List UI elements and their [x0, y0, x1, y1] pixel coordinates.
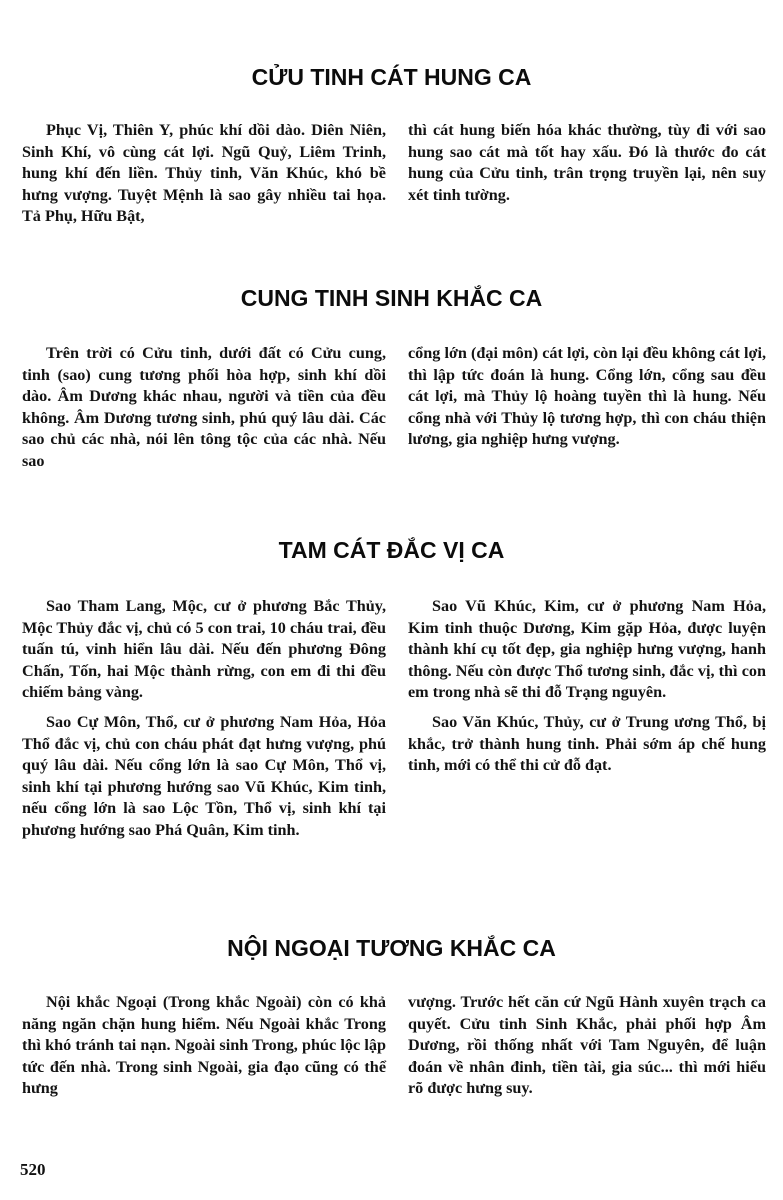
- paragraph: thì cát hung biến hóa khác thường, tùy đi với sao hung sao cát mà tốt hay xấu. Đó là thước đo cát hung của Cửu tinh, trân trọng truyền lại, nên suy xét tinh tường.: [408, 121, 766, 204]
- paragraph: Sao Cự Môn, Thổ, cư ở phương Nam Hỏa, Hỏa Thổ đắc vị, chủ con cháu phát đạt hưng vượng, phú quý lâu dài. Nếu cổng lớn là sao Cự Môn, Thổ vị, sinh khí tại phương hướng sao Vũ Khúc, Kim tinh, nếu cổng lớn là sao Lộc Tồn, Thổ vị, sinh khí tại phương hướng sao Phá Quân, Kim tinh.: [22, 712, 386, 839]
- section-3-right-column: [408, 596, 766, 785]
- section-4-left-column: [22, 992, 386, 1108]
- paragraph: Trên trời có Cửu tinh, dưới đất có Cửu cung, tinh (sao) cung tương phối hòa hợp, sinh khí dồi dào. Âm Dương khác nhau, người và tiền của đều không. Âm Dương tương sinh, phú quý lâu dài. Các sao chủ các nhà, nói lên tông tộc của các nhà. Nếu sao: [22, 344, 386, 470]
- paragraph: Sao Vũ Khúc, Kim, cư ở phương Nam Hỏa, Kim tinh thuộc Dương, Kim gặp Hỏa, được luyện thành khí cụ tốt đẹp, gia nghiệp hưng vượng, hanh thông. Nếu còn được Thổ tương sinh, đắc vị, thì con em trong nhà sẽ thi đỗ Trạng nguyên.: [408, 597, 766, 702]
- paragraph: Sao Tham Lang, Mộc, cư ở phương Bắc Thủy, Mộc Thủy đắc vị, chủ có 5 con trai, 10 cháu trai, đều tuấn tú, vinh hiển lâu dài. Nếu đến phương Đông Chấn, Tốn, hai Mộc thành rừng, con em đi thi đều chiếm bảng vàng.: [22, 597, 386, 702]
- section-1-right-column: [408, 120, 766, 214]
- section-1-left-column: [22, 120, 386, 236]
- section-title-cung-tinh-sinh-khac-ca: CUNG TINH SINH KHẮC CA: [240, 285, 543, 311]
- paragraph: cổng lớn (đại môn) cát lợi, còn lại đều không cát lợi, thì lập tức đoán là hung. Cổng lớn, cổng sau đều cát lợi, mà Thủy lộ hoàng tuyền thì là hung. Nếu cổng nhà với Thủy lộ tương hợp, thì con cháu thiện lương, gia nghiệp hưng vượng.: [408, 344, 766, 449]
- paragraph: Sao Văn Khúc, Thủy, cư ở Trung ương Thổ, bị khắc, trở thành hung tinh. Phải sớm áp chế hung tinh, mới có thể thi cử đỗ đạt.: [408, 712, 766, 775]
- section-title-tam-cat-dac-vi-ca: TAM CÁT ĐẮC VỊ CA: [278, 537, 505, 563]
- section-4-right-column: [408, 992, 766, 1108]
- section-title-cuu-tinh-cat-hung-ca: CỬU TINH CÁT HUNG CA: [251, 64, 532, 90]
- section-2-right-column: [408, 343, 766, 459]
- section-2-left-column: [22, 343, 386, 481]
- paragraph: Phục Vị, Thiên Y, phúc khí dồi dào. Diên Niên, Sinh Khí, vô cùng cát lợi. Ngũ Quỷ, Liêm Trinh, hung khí đến liền. Thủy tinh, Văn Khúc, khó bề hưng vượng. Tuyệt Mệnh là sao gây nhiều tai họa. Tả Phụ, Hữu Bật,: [22, 121, 386, 226]
- section-title-noi-ngoai-tuong-khac-ca: NỘI NGOẠI TƯƠNG KHẮC CA: [227, 935, 556, 961]
- paragraph: vượng. Trước hết căn cứ Ngũ Hành xuyên trạch ca quyết. Cửu tinh Sinh Khắc, phải phối hợp Âm Dương, rồi thống nhất với Tam Nguyên, để luận đoán về nhân đinh, tiền tài, gia súc... thì mới hiểu rõ được hưng suy.: [408, 993, 766, 1098]
- page-number: 520: [20, 1160, 46, 1179]
- section-3-left-column: [22, 596, 386, 850]
- paragraph: Nội khắc Ngoại (Trong khắc Ngoài) còn có khả năng ngăn chặn hung hiểm. Nếu Ngoài khắc Trong thì khó tránh tai nạn. Ngoài sinh Trong, phúc lộc lập tức đến nhà. Trong sinh Ngoài, gia đạo cũng có thể hưng: [22, 993, 386, 1098]
